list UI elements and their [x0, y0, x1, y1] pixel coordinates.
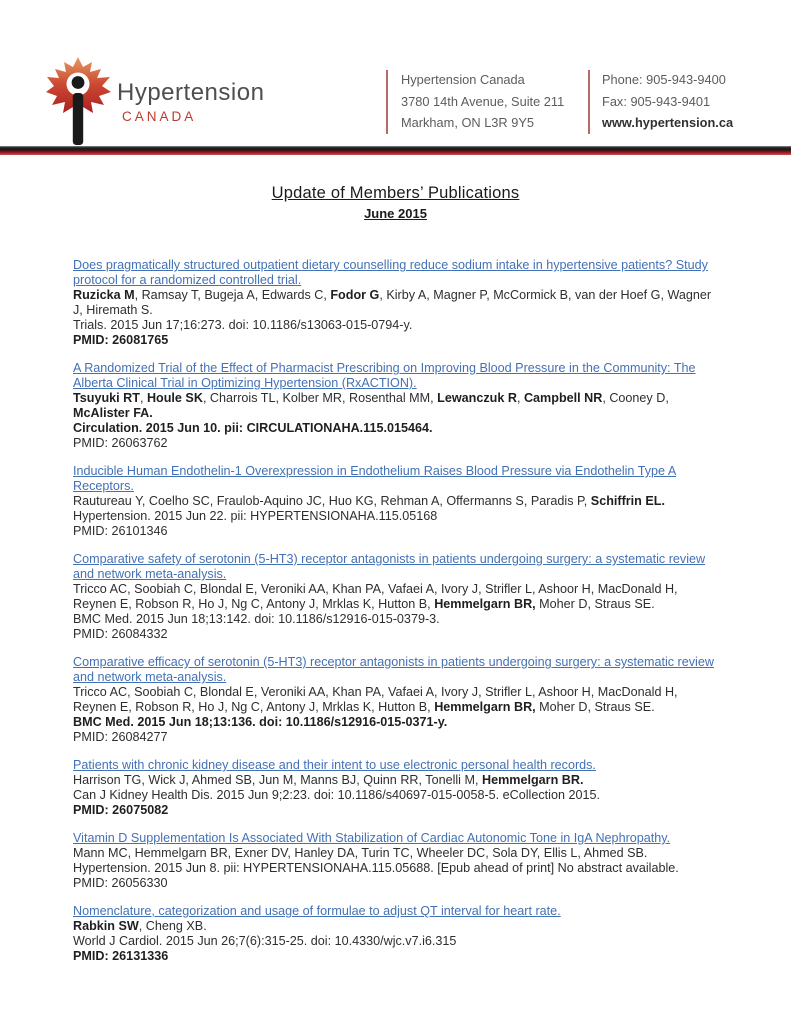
pmid-line: PMID: 26075082	[73, 803, 169, 817]
page-subtitle: June 2015	[364, 206, 427, 221]
street-address: 3780 14th Avenue, Suite 211	[401, 93, 565, 109]
member-author-name: Fodor G	[330, 288, 380, 302]
publication-title-link[interactable]: Comparative safety of serotonin (5-HT3) receptor antagonists in patients undergoing surgery: a systematic review and network meta-analysis.	[73, 552, 706, 581]
author-names: Tricco AC, Soobiah C, Blondal E, Veroniki AA, Khan PA, Vafaei A, Ivory J, Strifler L, Ashoor H, MacDonald H, Reynen E, Robson R, Ho J, Ng C, Antony J, Mrklas K, Hutton B,	[73, 685, 678, 714]
publication-entry	[73, 655, 718, 745]
header-rule	[0, 146, 791, 155]
title-block	[0, 184, 791, 221]
publication-entry	[73, 258, 718, 348]
publication-title	[73, 258, 718, 288]
publication-title	[73, 758, 718, 773]
authors-line	[73, 494, 718, 509]
author-names: Harrison TG, Wick J, Ahmed SB, Jun M, Manns BJ, Quinn RR, Tonelli M,	[73, 773, 482, 787]
header-divider-left	[386, 70, 388, 134]
member-author-name: Ruzicka M	[73, 288, 135, 302]
journal-line: Hypertension. 2015 Jun 8. pii: HYPERTENSIONAHA.115.05688. [Epub ahead of print] No abstract available.	[73, 861, 679, 875]
logo-country: CANADA	[122, 109, 197, 124]
publication-title	[73, 831, 718, 846]
authors-line	[73, 391, 718, 421]
website-link[interactable]: www.hypertension.ca	[602, 115, 734, 130]
pmid-line: PMID: 26081765	[73, 333, 169, 347]
publication-title-link[interactable]: Patients with chronic kidney disease and their intent to use electronic personal health records.	[73, 758, 596, 772]
authors-line	[73, 846, 718, 861]
publication-title-link[interactable]: Inducible Human Endothelin-1 Overexpression in Endothelium Raises Blood Pressure via Endothelin Type A Receptors.	[73, 464, 677, 493]
publication-title-link[interactable]: Nomenclature, categorization and usage of formulae to adjust QT interval for heart rate.	[73, 904, 561, 918]
address-block	[401, 69, 564, 134]
publication-title	[73, 904, 718, 919]
city-address: Markham, ON L3R 9Y5	[401, 115, 534, 130]
publication-entry	[73, 464, 718, 539]
publication-title-link[interactable]: Vitamin D Supplementation Is Associated With Stabilization of Cardiac Autonomic Tone in IgA Nephropathy.	[73, 831, 671, 845]
author-names: Tricco AC, Soobiah C, Blondal E, Veroniki AA, Khan PA, Vafaei A, Ivory J, Strifler L, Ashoor H, MacDonald H, Reynen E, Robson R, Ho J, Ng C, Antony J, Mrklas K, Hutton B,	[73, 582, 678, 611]
journal-line: BMC Med. 2015 Jun 18;13:142. doi: 10.1186/s12916-015-0379-3.	[73, 612, 440, 626]
page-title: Update of Members’ Publications	[271, 184, 520, 202]
author-names: Moher D, Straus SE.	[535, 700, 655, 714]
member-author-name: Tsuyuki RT	[73, 391, 140, 405]
journal-line: Circulation. 2015 Jun 10. pii: CIRCULATIONAHA.115.015464.	[73, 421, 433, 435]
logo-person-body	[73, 93, 83, 145]
author-names: , Cooney D,	[602, 391, 669, 405]
pmid-line: PMID: 26063762	[73, 436, 168, 450]
publication-title	[73, 552, 718, 582]
fax-number: Fax: 905-943-9401	[602, 93, 711, 109]
publication-entry	[73, 552, 718, 642]
publication-entry	[73, 361, 718, 451]
publications-list	[73, 258, 718, 977]
publication-title	[73, 655, 718, 685]
publication-title	[73, 361, 718, 391]
journal-line: World J Cardiol. 2015 Jun 26;7(6):315-25. doi: 10.4330/wjc.v7.i6.315	[73, 934, 457, 948]
authors-line	[73, 685, 718, 715]
publication-title	[73, 464, 718, 494]
member-author-name: Schiffrin EL.	[590, 494, 665, 508]
author-names: Mann MC, Hemmelgarn BR, Exner DV, Hanley DA, Turin TC, Wheeler DC, Sola DY, Ellis L, Ahmed SB.	[73, 846, 648, 860]
logo-person-head	[72, 76, 85, 89]
author-names: Rautureau Y, Coelho SC, Fraulob-Aquino JC, Huo KG, Rehman A, Offermanns S, Paradis P,	[73, 494, 591, 508]
member-author-name: McAlister FA.	[73, 406, 153, 420]
logo-wordmark: Hypertension	[117, 79, 265, 106]
phone-number: Phone: 905-943-9400	[602, 72, 726, 87]
member-author-name: Hemmelgarn BR,	[434, 700, 536, 714]
journal-line: Trials. 2015 Jun 17;16:273. doi: 10.1186/s13063-015-0794-y.	[73, 318, 413, 332]
member-author-name: Lewanczuk R	[437, 391, 517, 405]
author-names: ,	[516, 391, 524, 405]
journal-line: Can J Kidney Health Dis. 2015 Jun 9;2:23. doi: 10.1186/s40697-015-0058-5. eCollection 2015.	[73, 788, 600, 802]
pmid-line: PMID: 26084277	[73, 730, 168, 744]
author-names: Moher D, Straus SE.	[535, 597, 655, 611]
publication-entry	[73, 904, 718, 964]
journal-line: Hypertension. 2015 Jun 22. pii: HYPERTENSIONAHA.115.05168	[73, 509, 438, 523]
authors-line	[73, 288, 718, 318]
pmid-line: PMID: 26131336	[73, 949, 169, 963]
header-divider-right	[588, 70, 590, 134]
member-author-name: Houle SK	[146, 391, 203, 405]
member-author-name: Hemmelgarn BR,	[434, 597, 536, 611]
author-names: , Cheng XB.	[138, 919, 207, 933]
member-author-name: Hemmelgarn BR.	[481, 773, 584, 787]
member-author-name: Rabkin SW	[73, 919, 139, 933]
publication-title-link[interactable]: Comparative efficacy of serotonin (5-HT3) receptor antagonists in patients undergoing surgery: a systematic review and network meta-analysis.	[73, 655, 714, 684]
pmid-line: PMID: 26084332	[73, 627, 168, 641]
member-author-name: Campbell NR	[523, 391, 603, 405]
pmid-line: PMID: 26056330	[73, 876, 168, 890]
publication-title-link[interactable]: A Randomized Trial of the Effect of Pharmacist Prescribing on Improving Blood Pressure in the Community: The Alberta Clinical Trial in Optimizing Hypertension (RxACTION).	[73, 361, 696, 390]
author-names: , Kirby A, Magner P, McCormick B, van der Hoef G, Wagner J, Hiremath S.	[73, 288, 712, 317]
publication-entry	[73, 758, 718, 818]
contact-block	[602, 69, 733, 134]
hypertension-canada-logo-icon	[44, 57, 116, 149]
publication-title-link[interactable]: Does pragmatically structured outpatient dietary counselling reduce sodium intake in hypertensive patients? Study protocol for a randomized controlled trial.	[73, 258, 708, 287]
authors-line	[73, 773, 718, 788]
journal-line: BMC Med. 2015 Jun 18;13:136. doi: 10.1186/s12916-015-0371-y.	[73, 715, 448, 729]
author-names: ,	[139, 391, 147, 405]
author-names: , Ramsay T, Bugeja A, Edwards C,	[134, 288, 331, 302]
authors-line	[73, 582, 718, 612]
pmid-line: PMID: 26101346	[73, 524, 168, 538]
author-names: , Charrois TL, Kolber MR, Rosenthal MM,	[202, 391, 438, 405]
authors-line	[73, 919, 718, 934]
org-name: Hypertension Canada	[401, 72, 525, 87]
publication-entry	[73, 831, 718, 891]
